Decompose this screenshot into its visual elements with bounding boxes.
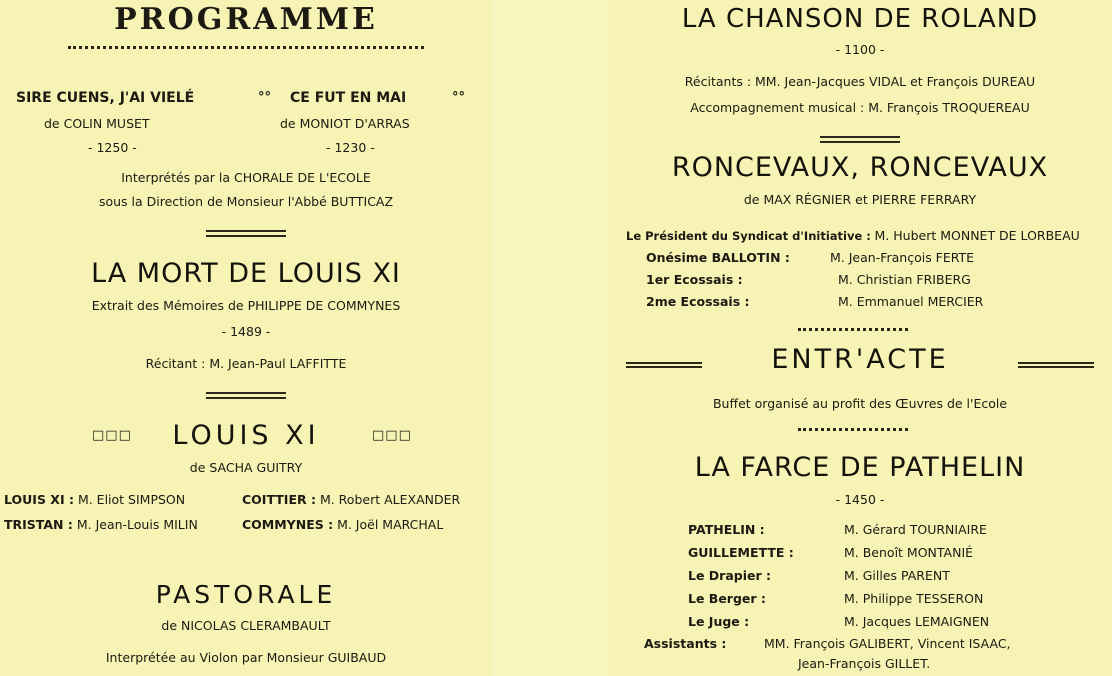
song1-title: SIRE CUENS, J'AI VIELÉ — [16, 90, 195, 106]
double-rule — [206, 230, 286, 237]
song2-year: - 1230 - — [326, 140, 375, 155]
cast-row: LOUIS XI : M. Eliot SIMPSON — [4, 492, 186, 507]
farce-year: - 1450 - — [835, 492, 885, 507]
right-rule — [1018, 362, 1094, 368]
cast-row: Le Drapier : M. Gilles PARENT — [688, 568, 950, 583]
page-gutter — [492, 0, 608, 676]
roncevaux-title: RONCEVAUX, RONCEVAUX — [671, 152, 1049, 183]
song1-author: de COLIN MUSET — [44, 116, 150, 131]
mort-source: Extrait des Mémoires de PHILIPPE DE COMMYNES — [91, 298, 401, 313]
dotted-divider — [798, 328, 908, 331]
dotted-divider — [798, 428, 908, 431]
song-separator: °° — [258, 90, 271, 105]
mort-title: LA MORT DE LOUIS XI — [91, 258, 401, 289]
pastorale-title: PASTORALE — [155, 580, 337, 609]
cast-row: 2me Ecossais : M. Emmanuel MERCIER — [646, 294, 984, 309]
assistants-row-2: Jean-François GILLET. — [798, 656, 931, 671]
song2-trail: °° — [452, 90, 465, 105]
deco-left: □□□ — [92, 428, 132, 443]
cast-row: Onésime BALLOTIN : M. Jean-François FERTE — [646, 250, 975, 265]
deco-right: □□□ — [372, 428, 412, 443]
direction-line: sous la Direction de Monsieur l'Abbé BUTTICAZ — [98, 194, 394, 209]
dotted-divider — [68, 46, 424, 49]
mort-year: - 1489 - — [221, 324, 271, 339]
roland-title: LA CHANSON DE ROLAND — [681, 4, 1039, 34]
entracte-title: ENTR'ACTE — [771, 344, 949, 375]
chorale-line: Interprétés par la CHORALE DE L'ECOLE — [121, 170, 371, 185]
cast-row: COITTIER : M. Robert ALEXANDER — [242, 492, 461, 507]
cast-row: Le Président du Syndicat d'Initiative : M. Hubert MONNET DE LORBEAU — [626, 228, 1080, 243]
double-rule — [820, 136, 900, 143]
farce-title: LA FARCE DE PATHELIN — [694, 452, 1026, 483]
roland-reciters: Récitants : MM. Jean-Jacques VIDAL et François DUREAU — [684, 74, 1036, 89]
roland-year: - 1100 - — [835, 42, 885, 57]
cast-row: Le Berger : M. Philippe TESSERON — [688, 591, 984, 606]
pastorale-author: de NICOLAS CLERAMBAULT — [161, 618, 331, 633]
left-page — [0, 0, 492, 676]
right-page — [608, 0, 1112, 676]
cast-row: GUILLEMETTE : M. Benoît MONTANIÉ — [688, 545, 974, 560]
double-rule — [206, 392, 286, 399]
cast-row: 1er Ecossais : M. Christian FRIBERG — [646, 272, 971, 287]
cast-row: COMMYNES : M. Joël MARCHAL — [242, 517, 444, 532]
roland-music: Accompagnement musical : M. François TROQUEREAU — [690, 100, 1030, 115]
song1-year: - 1250 - — [88, 140, 137, 155]
assistants-row: Assistants : MM. François GALIBERT, Vincent ISAAC, — [644, 636, 1011, 651]
entracte-text: Buffet organisé au profit des Œuvres de l'Ecole — [712, 396, 1008, 411]
mort-reciter: Récitant : M. Jean-Paul LAFFITTE — [145, 356, 347, 371]
louis-author: de SACHA GUITRY — [189, 460, 303, 475]
louis-title: LOUIS XI — [172, 420, 320, 451]
cast-row: TRISTAN : M. Jean-Louis MILIN — [4, 517, 198, 532]
programme-header: PROGRAMME — [114, 2, 378, 37]
song2-title: CE FUT EN MAI — [290, 90, 407, 106]
cast-row: PATHELIN : M. Gérard TOURNIAIRE — [688, 522, 987, 537]
pastorale-note: Interprétée au Violon par Monsieur GUIBAUD — [105, 650, 387, 665]
cast-row: Le Juge : M. Jacques LEMAIGNEN — [688, 614, 990, 629]
song2-author: de MONIOT D'ARRAS — [280, 116, 410, 131]
roncevaux-author: de MAX RÉGNIER et PIERRE FERRARY — [743, 192, 977, 207]
